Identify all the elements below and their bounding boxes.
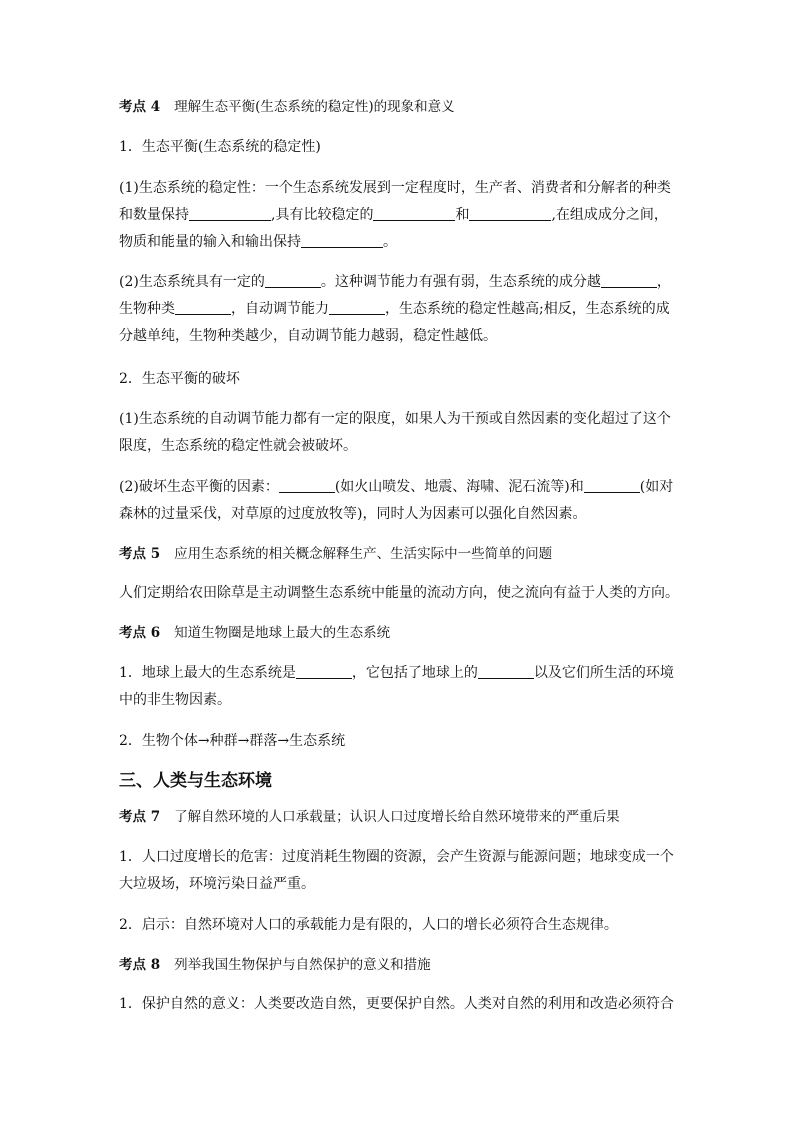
answer-blank[interactable] bbox=[478, 664, 534, 679]
text: ， bbox=[656, 274, 671, 290]
paragraph-line: 人们定期给农田除草是主动调整生态系统中能量的流动方向，使之流向有益于人类的方向。 bbox=[119, 585, 679, 601]
section-heading: 三、人类与生态环境 bbox=[119, 771, 272, 791]
paragraph-line bbox=[119, 660, 679, 686]
kaodian-7-heading bbox=[119, 806, 679, 828]
answer-blank[interactable] bbox=[175, 300, 231, 315]
text: 。这种调节能力有强有弱，生态系统的成分越 bbox=[320, 274, 601, 290]
text: ，生态系统的稳定性越高;相反，生态系统的成 bbox=[385, 301, 670, 317]
text: 以及它们所生活的环境 bbox=[533, 665, 674, 681]
paragraph-line: 中的非生物因素。 bbox=[119, 692, 231, 708]
kaodian-title: 应用生态系统的相关概念解释生产、生活实际中一些简单的问题 bbox=[174, 546, 553, 562]
kaodian-title: 知道生物圈是地球上最大的生态系统 bbox=[174, 625, 391, 641]
paragraph-line: 1．人口过度增长的危害：过度消耗生物圈的资源，会产生资源与能源问题；地球变成一个 bbox=[119, 849, 674, 865]
kaodian-6-heading bbox=[119, 622, 679, 644]
answer-blank[interactable] bbox=[329, 300, 385, 315]
kaodian-label: 考点 4 bbox=[119, 99, 161, 115]
paragraph-line bbox=[119, 202, 679, 228]
answer-blank[interactable] bbox=[265, 273, 321, 288]
paragraph-line bbox=[119, 269, 679, 295]
kaodian-title: 了解自然环境的人口承载量；认识人口过度增长给自然环境带来的严重后果 bbox=[174, 809, 620, 825]
paragraph-line: 大垃圾场，环境污染日益严重。 bbox=[119, 876, 315, 892]
kaodian-8-heading bbox=[119, 954, 679, 976]
paragraph-line: 2．启示：自然环境对人口的承载能力是有限的，人口的增长必须符合生态规律。 bbox=[119, 917, 618, 933]
paragraph-line bbox=[119, 474, 679, 500]
text: ,在组成成分之间， bbox=[551, 207, 668, 223]
paragraph-line: 2．生物个体→种群→群落→生态系统 bbox=[119, 733, 346, 749]
paragraph-line: 1．保护自然的意义：人类要改造自然，更要保护自然。人类对自然的利用和改造必须符合 bbox=[119, 996, 674, 1012]
text: (如火山喷发、地震、海啸、泥石流等)和 bbox=[334, 479, 584, 495]
kaodian-5-heading bbox=[119, 543, 679, 565]
kaodian-4-heading bbox=[119, 96, 679, 118]
kaodian-label: 考点 8 bbox=[119, 957, 161, 973]
answer-blank[interactable] bbox=[469, 206, 551, 221]
item-title: 2．生态平衡的破坏 bbox=[119, 371, 240, 387]
kaodian-label: 考点 5 bbox=[119, 546, 161, 562]
text: ，自动调节能力 bbox=[231, 301, 329, 317]
text: 和 bbox=[455, 207, 470, 223]
kaodian-label: 考点 6 bbox=[119, 625, 161, 641]
text: (2)破坏生态平衡的因素： bbox=[119, 479, 279, 495]
answer-blank[interactable] bbox=[601, 273, 657, 288]
text: 。 bbox=[383, 234, 397, 250]
answer-blank[interactable] bbox=[279, 478, 335, 493]
text: 生物种类 bbox=[119, 301, 175, 317]
text: 物质和能量的输入和输出保持 bbox=[119, 234, 301, 250]
paragraph-line: 森林的过量采伐，对草原的过度放牧等)，同时人为因素可以强化自然因素。 bbox=[119, 506, 587, 522]
paragraph-line: 限度，生态系统的稳定性就会被破坏。 bbox=[119, 438, 357, 454]
paragraph-line bbox=[119, 296, 679, 322]
text: 1．地球上最大的生态系统是 bbox=[119, 665, 296, 681]
kaodian-title: 列举我国生物保护与自然保护的意义和措施 bbox=[174, 957, 431, 973]
text: (2)生态系统具有一定的 bbox=[119, 274, 265, 290]
answer-blank[interactable] bbox=[373, 206, 455, 221]
paragraph-line: (1)生态系统的稳定性：一个生态系统发展到一定程度时，生产者、消费者和分解者的种类 bbox=[119, 180, 671, 196]
text: 和数量保持 bbox=[119, 207, 189, 223]
kaodian-title: 理解生态平衡(生态系统的稳定性)的现象和意义 bbox=[174, 99, 455, 115]
paragraph-line: 分越单纯，生物种类越少，自动调节能力越弱，稳定性越低。 bbox=[119, 328, 497, 344]
text: ，它包括了地球上的 bbox=[351, 665, 478, 681]
text: (如对 bbox=[639, 479, 674, 495]
answer-blank[interactable] bbox=[296, 664, 352, 679]
answer-blank[interactable] bbox=[301, 233, 383, 248]
text: ,具有比较稳定的 bbox=[271, 207, 374, 223]
answer-blank[interactable] bbox=[584, 478, 640, 493]
paragraph-line bbox=[119, 229, 679, 255]
item-title: 1．生态平衡(生态系统的稳定性) bbox=[119, 139, 321, 155]
paragraph-line: (1)生态系统的自动调节能力都有一定的限度，如果人为干预或自然因素的变化超过了这个 bbox=[119, 411, 671, 427]
answer-blank[interactable] bbox=[189, 206, 271, 221]
kaodian-label: 考点 7 bbox=[119, 809, 161, 825]
